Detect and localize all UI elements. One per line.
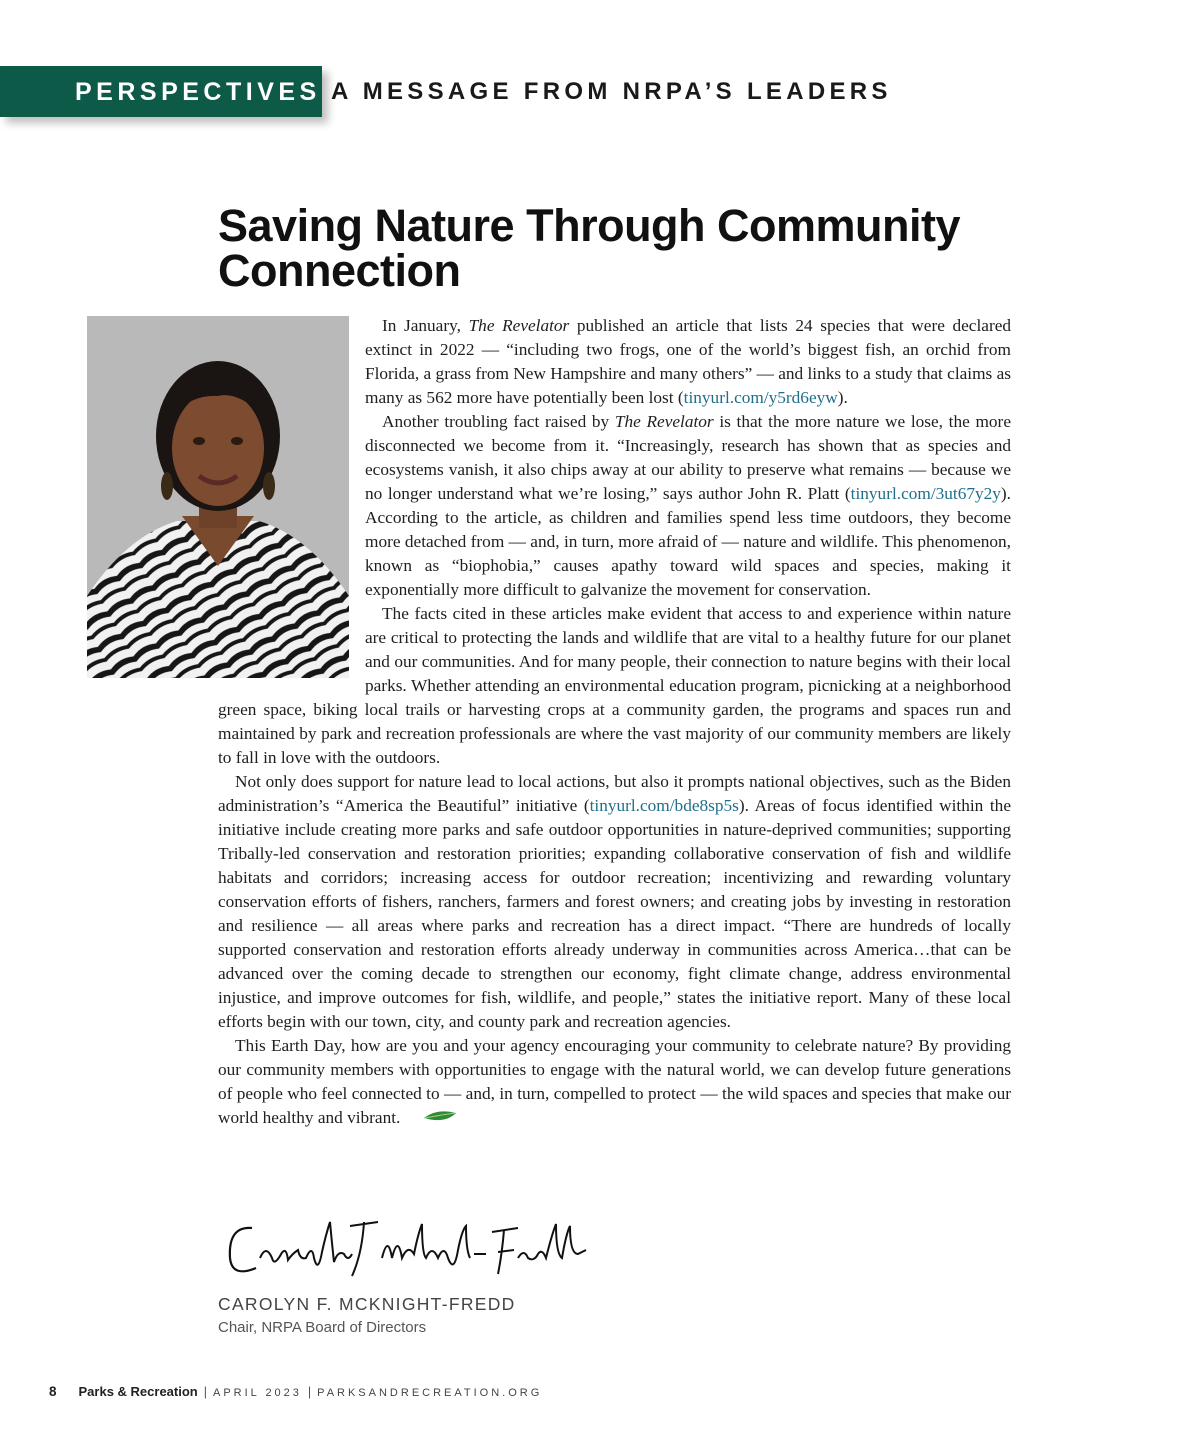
article-paragraph: This Earth Day, how are you and your agency encouraging your community to celebrate nature? By providing our community members with opportunities to engage with the natural world, we can develop future generations of people who feel connected to — and, in turn, compelled to protect — the wild spaces and species that make our world healthy and vibrant. [218,1034,1011,1131]
article-body [218,314,1011,1131]
author-name: CAROLYN F. MCKNIGHT-FREDD [218,1294,516,1314]
section-label: PERSPECTIVES [75,78,321,106]
website-url[interactable]: PARKSANDRECREATION.ORG [317,1387,543,1399]
article-link[interactable]: tinyurl.com/bde8sp5s [589,796,739,815]
author-title: Chair, NRPA Board of Directors [218,1319,427,1336]
article-title: Saving Nature Through Community Connection [218,200,961,296]
magazine-name: Parks & Recreation [78,1384,198,1399]
footer-separator: | [307,1385,312,1399]
article-link[interactable]: tinyurl.com/3ut67y2y [850,484,1001,503]
article-paragraph: Another troubling fact raised by The Revelator is that the more nature we lose, the more disconnected we become from it. “Increasingly, research has shown that as species and ecosystems vanish, it also chips away at our ability to preserve what remains — because we no longer understand what we’re losing,” says author John R. Platt (tinyurl.com/3ut67y2y). According to the article, as children and families spend less time outdoors, they become more detached from — and, in turn, more afraid of — nature and wildlife. This phenomenon, known as “biophobia,” causes apathy toward wild spaces and species, making it exponentially more difficult to galvanize the movement for conservation. [365,412,1011,599]
article-paragraph: The facts cited in these articles make evident that access to and experience within nature are critical to protecting the lands and wildlife that are vital to a healthy future for our planet and our communities. And for many people, their connection to nature begins with their local parks. Whether attending an environmental education program, picnicking at a neighborhood green space, biking local trails or harvesting crops at a community garden, the programs and spaces run and maintained by park and recreation professionals are where the vast majority of our community members are likely to fall in love with the outdoors. [218,604,1011,767]
author-signature [222,1214,588,1290]
page-footer [49,1383,542,1402]
page-number: 8 [49,1384,57,1399]
article-link[interactable]: tinyurl.com/y5rd6eyw [683,388,838,407]
publication-name: The Revelator [614,412,714,431]
publication-name: The Revelator [468,316,570,335]
issue-date: APRIL 2023 [213,1387,302,1399]
section-kicker: A MESSAGE FROM NRPA’S LEADERS [331,78,892,105]
article-paragraph: In January, The Revelator published an article that lists 24 species that were declared extinct in 2022 — “including two frogs, one of the world’s biggest fish, an orchid from Florida, a grass from New Hampshire and many others” — and links to a study that claims as many as 562 more have potentially been lost (tinyurl.com/y5rd6eyw). [365,316,1012,407]
footer-separator: | [203,1385,207,1399]
article-paragraph: Not only does support for nature lead to local actions, but also it prompts national objectives, such as the Biden administration’s “America the Beautiful” initiative (tinyurl.com/bde8sp5s). Areas of focus identified within the initiative include creating more parks and safe outdoor opportunities in nature-deprived communities; supporting Tribally-led conservation and restoration priorities; expanding collaborative conservation of fish and wildlife habitats and corridors; increasing access for outdoor recreation; incentivizing and rewarding voluntary conservation efforts of fishers, ranchers, farmers and forest owners; and creating jobs by investing in restoration and resilience — all areas where parks and recreation has a direct impact. “There are hundreds of locally supported conservation and restoration efforts already underway in communities across America…that can be advanced over the coming decade to strengthen our economy, fight climate change, address environmental injustice, and improve outcomes for fish, wildlife, and people,” states the initiative report. Many of these local efforts begin with our town, city, and county park and recreation agencies. [218,772,1011,1031]
leaf-icon [406,1107,457,1131]
